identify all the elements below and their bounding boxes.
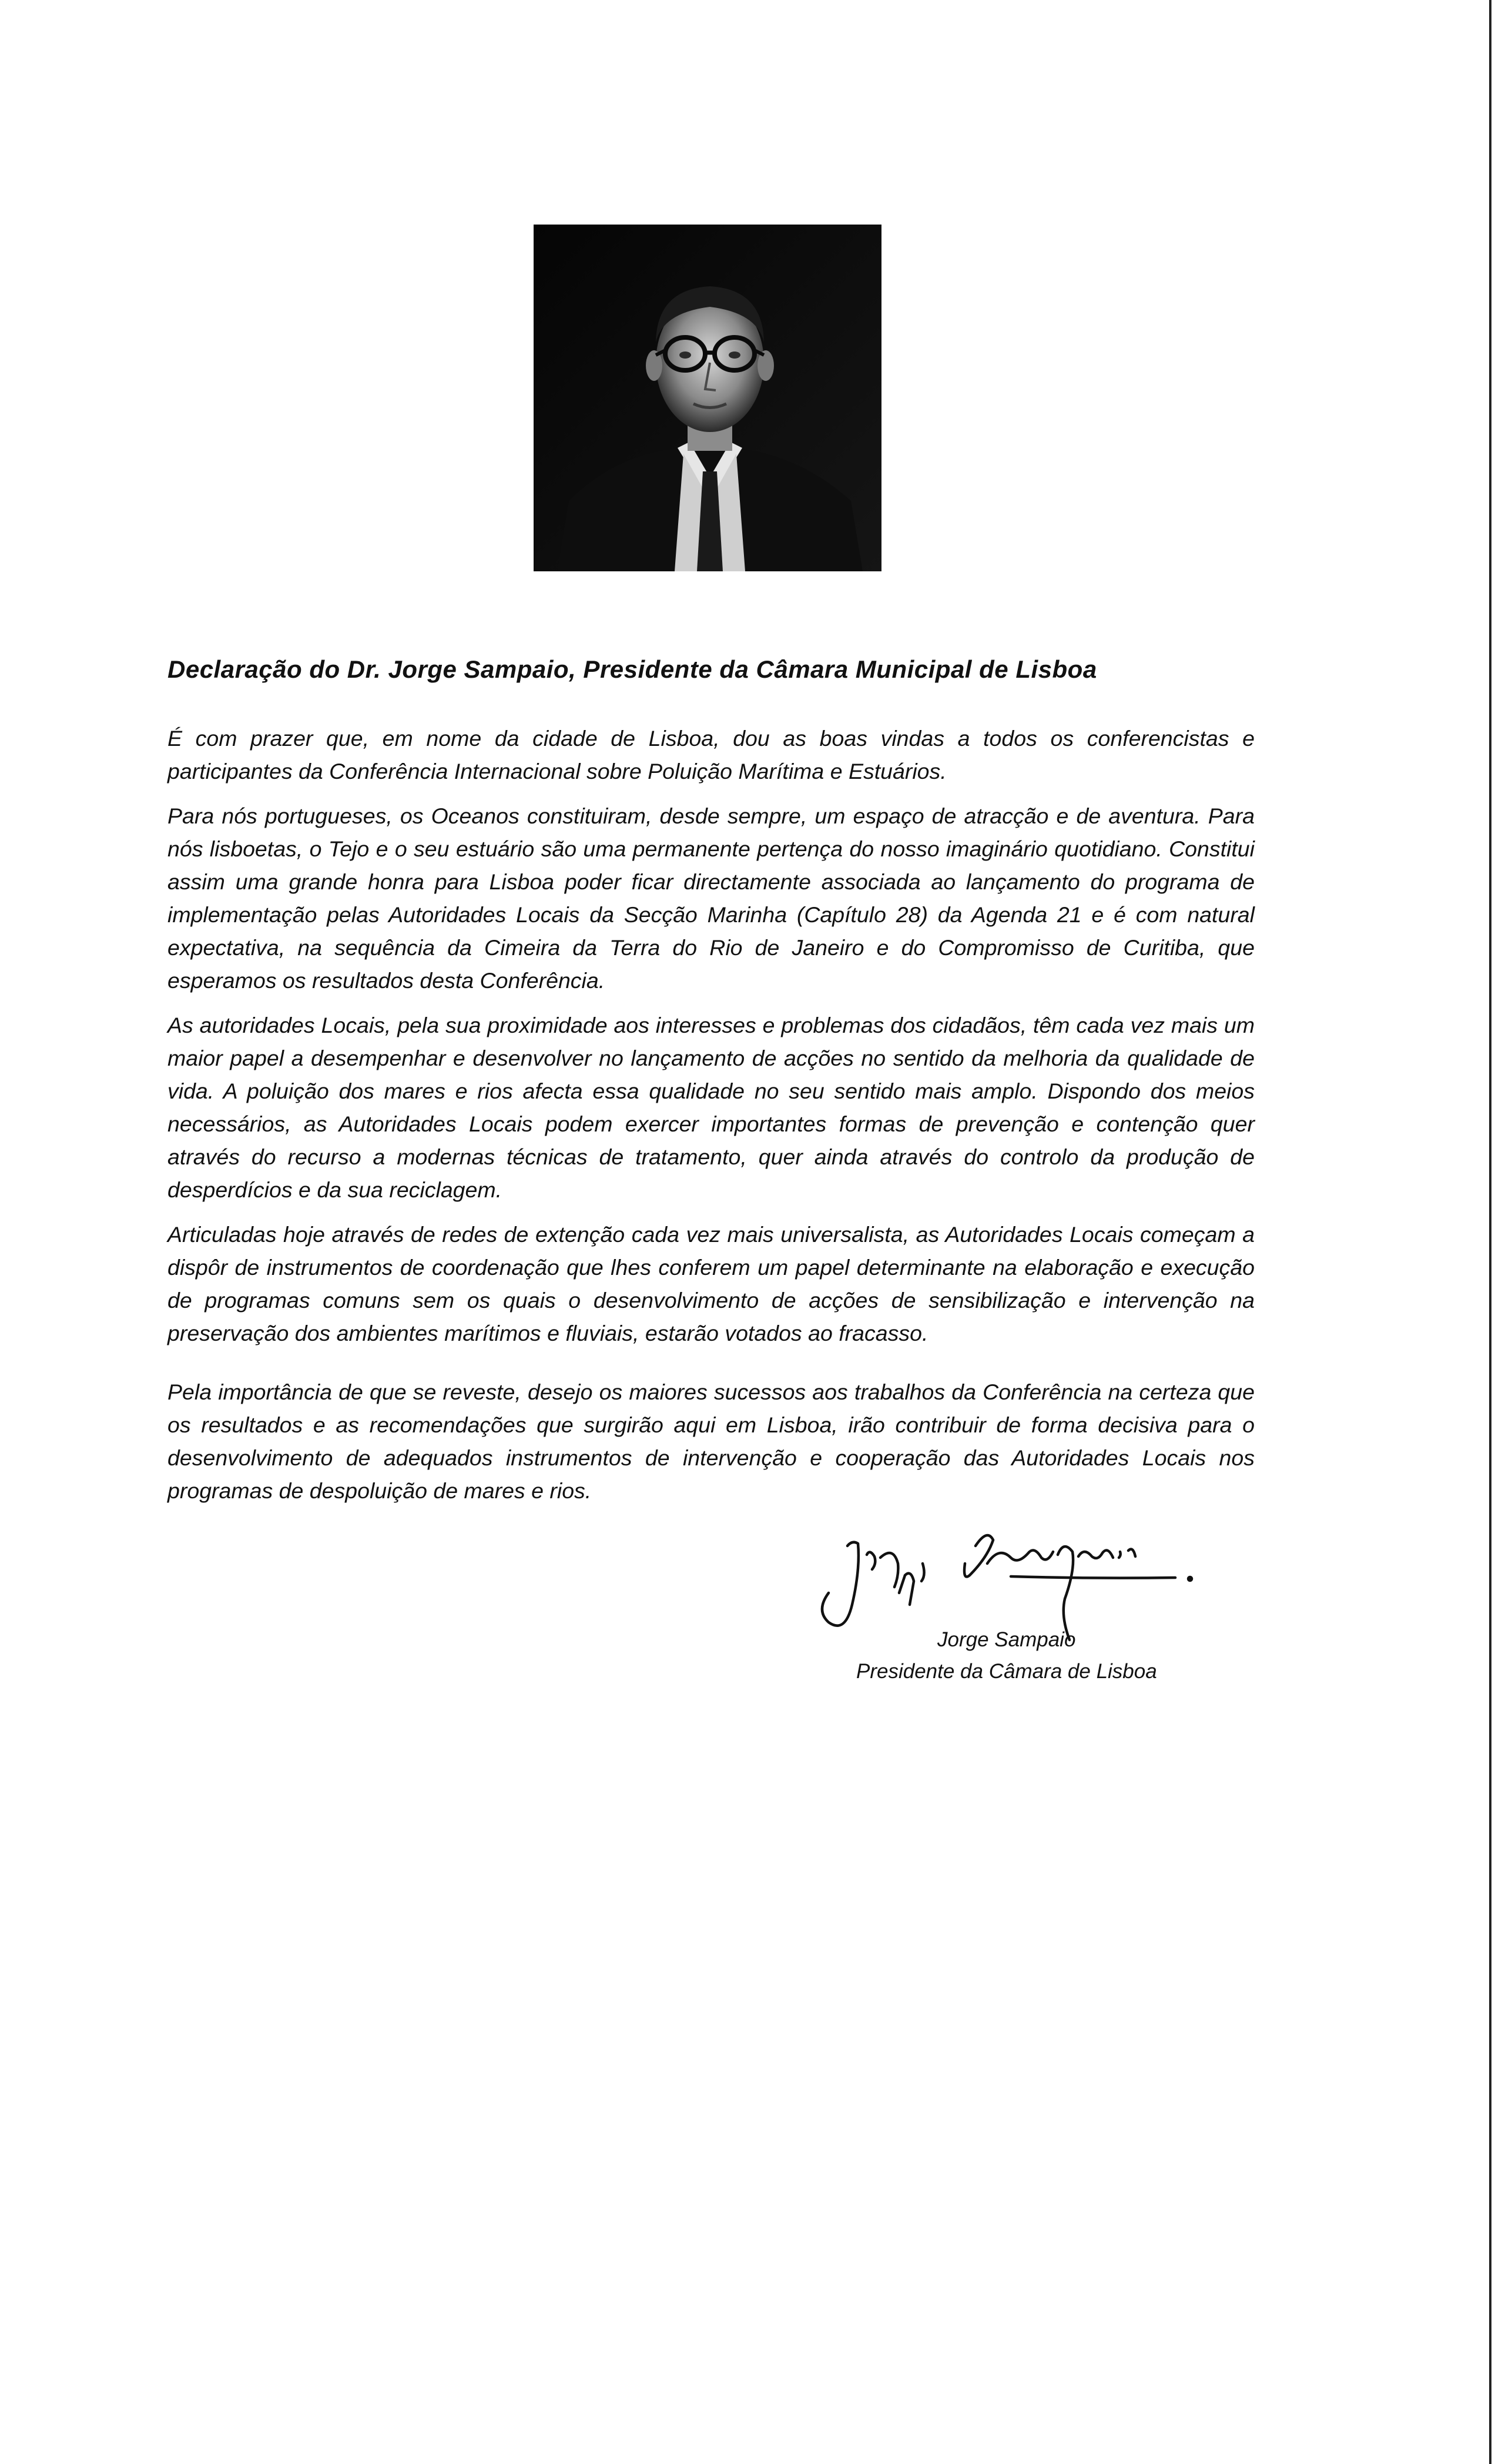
paragraph-local-authorities: As autoridades Locais, pela sua proximidade aos interesses e problemas dos cidadãos, têm cada vez mais um maior papel a desempenhar e desenvolver no lançamento de acções no sentido da melhoria da qualidade de vida. A poluição dos mares e rios afecta essa qualidade no seu sentido mais amplo. Dispondo dos meios necessários, as Autoridades Locais podem exercer importantes formas de prevenção e contenção quer através do recurso a modernas técnicas de tratamento, quer ainda através do controlo da produção de desperdícios e da sua reciclagem. — [167, 1013, 1255, 1202]
paragraph-coordination: Articuladas hoje através de redes de extenção cada vez mais universalista, as Autoridades Locais começam a dispôr de instrumentos de coordenação que lhes conferem um papel determinante na elaboração e execução de programas comuns sem os quais o desenvolvimento de acções de sensibilização e intervenção na preservação dos ambientes marítimos e fluviais, estarão votados ao fracasso. — [167, 1222, 1255, 1345]
paragraph-closing: Pela importância de que se reveste, desejo os maiores sucessos aos trabalhos da Conferência na certeza que os resultados e as recomendações que surgirão aqui em Lisboa, irão contribuir de forma decisiva para o desenvolvimento de adequados instrumentos de intervenção e cooperação das Autoridades Locais nos programas de despoluição de mares e rios. — [167, 1380, 1255, 1503]
signature-block — [811, 1522, 1258, 1699]
page-edge-line — [1489, 0, 1491, 2464]
signature-name: Jorge Sampaio — [937, 1628, 1076, 1651]
paragraph-oceans: Para nós portugueses, os Oceanos constituiram, desde sempre, um espaço de atracção e de aventura. Para nós lisboetas, o Tejo e o seu estuário são uma permanente pertença do nosso imaginário quotidiano. Constitui assim uma grande honra para Lisboa poder ficar directamente associada ao lançamento do programa de implementação pelas Autoridades Locais da Secção Marinha (Capítulo 28) da Agenda 21 e é com natural expectativa, na sequência da Cimeira da Terra do Rio de Janeiro e do Compromisso de Curitiba, que esperamos os resultados desta Conferência. — [167, 804, 1255, 993]
signature-role: Presidente da Câmara de Lisboa — [856, 1660, 1157, 1683]
portrait-photo — [534, 225, 881, 571]
declaration-body — [167, 722, 1255, 1519]
handwritten-signature — [811, 1522, 1258, 1675]
paragraph-welcome: É com prazer que, em nome da cidade de Lisboa, dou as boas vindas a todos os conferencistas e participantes da Conferência Internacional sobre Poluição Marítima e Estuários. — [167, 726, 1255, 784]
declaration-title: Declaração do Dr. Jorge Sampaio, Presidente da Câmara Municipal de Lisboa — [167, 655, 1097, 683]
